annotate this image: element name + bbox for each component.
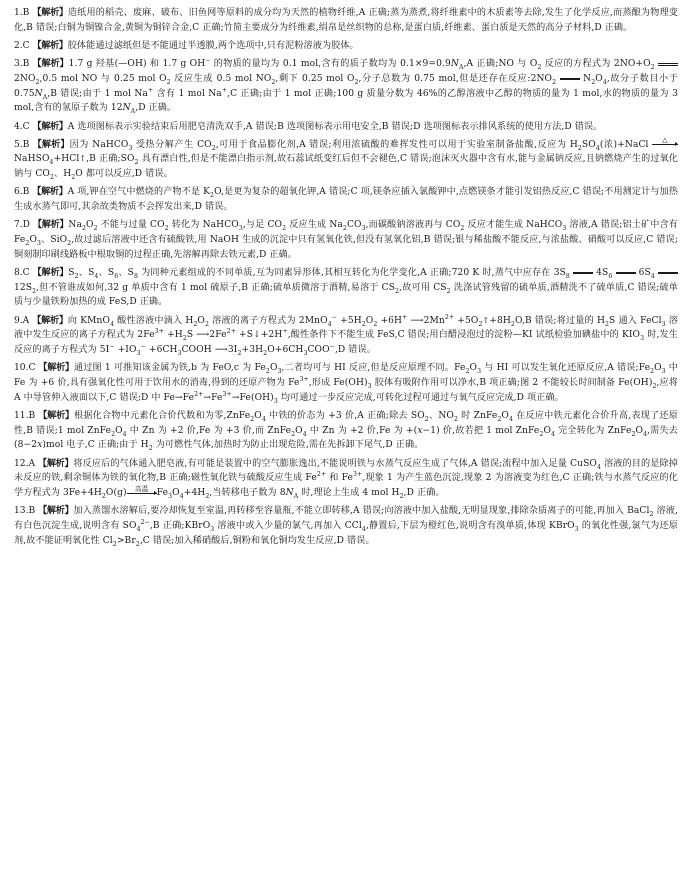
- jiexi-tag: 【解析】: [38, 505, 74, 517]
- item-body: 造纸用的稻壳、废麻、破布、旧鱼网等原料的成分均为天然的植物纤维,A 正确;蒸为蒸煮,将纤维素中的木质素等去除,发生了化学反应,而蒸酿为物理变化,B 错误;白铜为铜镍合金,黄铜为铜锌合金,C 正确;竹简主要成分为纤维素,绢帛是丝织物的总称,是蛋白质,纤维素、蛋白质是天然的高分子材料,D 正确。: [14, 8, 678, 33]
- jiexi-tag: 【解析】: [32, 120, 68, 132]
- explanation-item: [14, 266, 678, 310]
- jiexi-tag: 【解析】: [32, 219, 69, 231]
- explanation-item: [14, 457, 678, 501]
- item-number: 8.C: [14, 268, 30, 278]
- jiexi-tag: 【解析】: [32, 58, 69, 70]
- jiexi-tag: 【解析】: [32, 39, 68, 51]
- explanation-item: [14, 39, 678, 54]
- item-body: $S_2$、$S_4$、$S_6$、$S_8$ 为同种元素组成的不同单质,互为同素异形体,其相互转化为化学变化,A 正确;720 K 时,蒸气中应存在 $3S_8$ $4S_6$ $6S_4$ $12S_2$,但不管谁成如何,32 g 单质中含有 1 mol 硫原子,B 正确;硫单质微溶于酒精,易溶于 $CS_2$,故可用 $CS_2$ 洗涤试管残留的硫单质,酒精洗不了硫单质,C 错误;硫单质与少量铁粉加热的成 FeS,D 正确。: [14, 268, 679, 308]
- item-number: 10.C: [14, 363, 36, 374]
- explanation-item: [14, 185, 678, 214]
- equilibrium-arrow: [658, 59, 678, 68]
- explanation-item: [14, 120, 678, 135]
- item-body: 将反应后的气体通入肥皂液,有可能是装置中的空气膨胀逸出,不能说明铁与水蒸气反应生成了气体,A 错误;流程中加入足量 CuSO$_4$ 溶液的目的是除掉未反应的铁,剩余铜体为铁的氧化物,B 正确;磁性氧化铁与硫酸反应生成 $Fe^{2+}$ 和 $Fe^{3+}$,现象 1 为产生蓝色沉淀,现象 2 为溶液变为红色,C 正确;铁与水蒸气反应的化学方程式为 $3Fe+4H_2O(g)$ 高温 $Fe_3O_4+4H_2$,当转移电子数为 $8N_A$ 时,理论上生成 4 mol $H_2,D$ 正确。: [14, 458, 678, 500]
- explanation-item: [14, 361, 678, 405]
- jiexi-tag: 【解析】: [32, 138, 70, 150]
- item-body: A 选项图标表示实验结束后用肥皂清洗双手,A 错误;B 选项图标表示用电安全,B 错误;D 选项图标表示排风系统的使用方法,D 错误。: [67, 121, 603, 132]
- item-body: 向 KMnO$_4$ 酸性溶液中滴入 $H_2O_2$ 溶液的离子方程式为 $2MnO_4^- +5H_2O_2 +6H^+$ $⟶2Mn^{2+}$ $+5O_2↑+8H_2O,B$ 错误;将过量的 $H_2S$ 通入 FeCl$_3$ 溶液中发生反应的离子方程式为 $2Fe^{3+} +H_2S$ $⟶2Fe^{2+}$ +S↓+2H+,酸性条件下不能生成 FeS,C 错误;用白醋浸泡过的淀粉—KI 试纸检验加碘盐中的 $KIO_3$ 时,发生反应的离子方程式为 $5I^- +IO_3^-$ $+6CH_3COOH$ $⟶3I_2+3H_2O+6CH_3COO^-,D$ 错误。: [14, 313, 678, 357]
- jiexi-tag: 【解析】: [32, 7, 68, 18]
- equilibrium-arrow: [573, 268, 593, 277]
- explanation-item: [14, 57, 678, 116]
- jiexi-tag: 【解析】: [37, 457, 74, 469]
- explanation-item: [14, 135, 678, 182]
- item-body: 加入蒸馏水溶解后,要冷却恢复至室温,再转移至容量瓶,不能立即转移,A 错误;向溶液中加入盐酸,无明显现象,排除杂质离子的可能,再加入 BaCl$_2$ 溶液,有白色沉淀生成,说明含有 $SO_4^{2-},B$ 正确;KBrO$_3$ 溶液中或入少量的氯气,再加入 CCl$_4$,静置后,下层为橙红色,说明含有溴单质,体现 KBrO$_3$ 的氧化性强,氯气为还原剂,故不能证明氧化性 $Cl_2>Br_2,C$ 错误;加入稀硝酸后,铜粉和氧化铜均发生反应,D 错误。: [14, 506, 678, 548]
- item-body: 通过图 1 可推知该金属为铁,b 为 FeO,c 为 $Fe_2O_3$,二者均可与 HI 反应,但是反应原理不同。$Fe_2O_3$ 与 HI 可以发生氧化还原反应,A 错误$;Fe_2O_3$ 中 Fe 为 +6 价,具有强氧化性可用于饮用水的消毒,得到的还原产物为 $Fe^{3+}$,形成 $Fe(OH)_3$ 胶体有吸附作用可以净水,B 项正确;图 2 不能较长时间制备 $Fe(OH)_2$,应将 A 中导管伸入液面以下,C 错误;D 中 $Fe\to Fe^{2+}\to Fe^{3+}\to Fe(OH)_3$ 均可通过一步反应完成,可转化过程可通过与氧气反应完成,D 项正确。: [14, 363, 678, 405]
- explanation-item: [14, 218, 678, 262]
- item-body: $Na_2O_2$ 不能与过量 $CO_2$ 转化为 NaHCO$_3$,与足 $CO_2$ 反应生成 $Na_2CO_3$,而碳酸钠溶液再与 $CO_2$ 反应才能生成 NaHCO$_3$ 溶液,A 错误;铝土矿中含有 $Fe_2O_3$、SiO$_2$,故过滤后溶液中还含有硫酸铁,用 NaOH 生成的沉淀中只有氢氧化铁,但没有氢氧化铝,B 错误;银与稀盐酸不能反应,与浓盐酸、硝酸可以反应,C 错误;铜刻制印刷线路板中根取铜的过程正确,先溶解再除去铁元素,D 正确。: [14, 220, 678, 260]
- item-body: A 项,钾在空气中燃烧的产物不是 $K_2O$,是更为复杂的超氧化钾,A 错误;C 项,镁条应插入氯酸钾中,点燃镁条才能引发铝热反应,C 错误;不用测定计与加热生成水蒸气即可,其余故类物质不会挥发出来,D 错误。: [14, 187, 678, 213]
- item-body: 1.7 g 羟基(—OH) 和 1.7 g OH− 的物质的量均为 0.1 mol,含有的质子数均为 $0.1\times 9=0.9N_A,A$ 正确;NO 与 $O_2$ 反应的方程式为 $2NO+O_2$ $2NO_2,0.5$ mol NO 与 0.25 mol $O_2$ 反应生成 0.5 mol $NO_2$,剩下 0.25 mol $O_2$,分子总数为 0.75 mol,但是还存在反应$:2NO_2$ $N_2O_4$,故分子数目小于 $0.75N_A,B$ 错误;由于 1 mol Na+ 含有 1 mol Na+,C 正确;由于 1 mol 正确;100 g 质量分数为 46%的乙醇溶液中乙醇的物质的量为 1 mol,水的物质的量为 3 mol,含有的氢原子数为 $12N_A,D$ 正确。: [14, 57, 678, 116]
- item-number: 11.B: [14, 410, 36, 421]
- item-body: 根据化合物中元素化合价代数和为零$,ZnFe_2O_4$ 中铁的价态为 +3 价,A 正确;除去 $SO_2$、$NO_2$ 时 $ZnFe_2O_4$ 在反应中铁元素化合价升高,表现了还原性,B 错误;1 mol $ZnFe_2O_4$ 中 Zn 为 +2 价,Fe 为 +3 价,而 $ZnFe_2O_4$ 中 Zn 为 +2 价,Fe 为 +(x−1) 价,故若把 1 mol $ZnFe_2O_4$ 完全转化为 $ZnFe_2O_4$,需失去(8−2x)mol 电子,C 正确;由于 $H_2$ 为可燃性气体,加热时为防止出现危险,需在先拆卸下尾气,D 正确。: [14, 410, 678, 453]
- item-number: 5.B: [14, 139, 30, 150]
- equilibrium-arrow: [616, 268, 636, 277]
- jiexi-tag: 【解析】: [38, 362, 74, 374]
- explanation-item: [14, 504, 678, 548]
- item-number: 4.C: [14, 121, 30, 132]
- explanation-item: [14, 6, 678, 35]
- item-number: 6.B: [14, 187, 30, 198]
- reaction-arrow: △: [652, 140, 678, 149]
- item-number: 1.B: [14, 8, 30, 18]
- item-number: 9.A: [14, 315, 30, 326]
- equilibrium-arrow: [658, 268, 678, 277]
- jiexi-tag: 【解析】: [32, 267, 69, 278]
- jiexi-tag: 【解析】: [32, 314, 68, 326]
- item-number: 3.B: [14, 59, 30, 70]
- jiexi-tag: 【解析】: [32, 186, 68, 198]
- item-number: 7.D: [14, 220, 30, 231]
- explanation-item: [14, 314, 678, 358]
- item-body: 胶体能通过滤纸但是不能通过半透膜,两个选项中,只有泥粉溶液为胶体。: [67, 40, 359, 51]
- explanation-item: [14, 409, 678, 453]
- jiexi-tag: 【解析】: [38, 409, 74, 421]
- equilibrium-arrow: [560, 74, 580, 83]
- item-number: 12.A: [14, 458, 36, 469]
- item-body: 因为 NaHCO$_3$ 受热分解产生 $CO_2$,可用于食品膨化剂,A 错误;利用浓硫酸的难挥发性可以用于实验室制备盐酸,反应为 $H_2SO_4$(浓)+NaCl △ NaHSO$_4$+HCl↑,B 正确$;SO_2$ 具有漂白性,但是不能漂白指示剂,故石蕊试纸变红后但不会褪色,C 错误;泡沫灭火器中含有水,能与金属钠反应,且钠燃烧产生的过氧化钠与 $CO_2$、$H_2O$ 都可以反应,D 错误。: [14, 135, 678, 181]
- item-number: 2.C: [14, 40, 30, 51]
- item-number: 13.B: [14, 506, 36, 517]
- reaction-arrow: 高温: [127, 488, 157, 497]
